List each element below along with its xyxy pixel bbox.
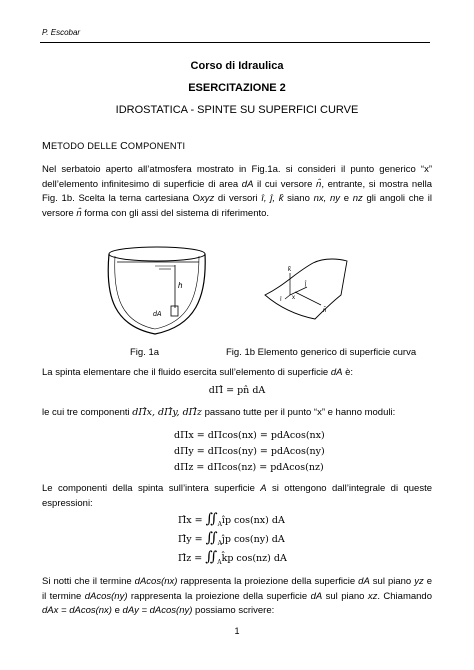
section-heading: METODO DELLE COMPONENTI [42,140,186,152]
axis-i [285,295,290,299]
normal-vector [295,292,321,305]
figure-1a-tank [95,238,220,343]
area-label: dA [153,311,162,318]
page-number: 1 [234,626,240,636]
course-title: Corso di Idraulica [190,60,284,72]
label-j: ĵ [305,281,307,287]
exercise-title: ESERCITAZIONE 2 [188,82,286,94]
equation-Pi-y: Π̂y = $∬_Aĵp$ cos(ny) dA [178,530,285,547]
equation-dPi-y: dΠy = dΠcos(ny) = pdAcos(ny) [174,446,325,457]
figure-1a-caption: Fig. 1a [130,347,160,358]
tank-rim [109,247,205,261]
paragraph-elementary-thrust: La spinta elementare che il fluido esercita sull’elemento di superficie dA è: [42,367,354,378]
label-n: n̂ [323,308,327,314]
paragraph-projections: Si notti che il termine dAcos(nx) rappresenta la proiezione della superficie dA sul piano yz e il termine dAcos(ny) rappresenta la proiezione della superficie dA sul piano xz. Chiamando dAx = dAcos(nx) e dAy = dAcos(ny) possiamo scrivere: [42,576,432,617]
equation-dPi-x: dΠx = dΠcos(nx) = pdAcos(nx) [174,430,325,441]
paragraph-components: le cui tre componenti dΠ̂x, dΠ̂y, dΠ̂z passano tutte per il punto “x” e hanno moduli: [42,407,396,418]
paragraph-integral: Le componenti della spinta sull’intera superficie A si ottengono dall’integrale di queste espressioni: [42,483,432,509]
label-k: k̂ [288,267,291,273]
header-rule [40,42,430,43]
topic-title: IDROSTATICA - SPINTE SU SUPERFICI CURVE [115,104,359,116]
label-x: x [292,295,295,301]
area-element [171,306,178,316]
equation-Pi-x: Π̂x = $∬_Aîp$ cos(nx) dA [178,511,285,528]
tank-inner-wall [115,256,199,329]
equation-Pi-z: Π̂z = $∬_Ak̂p$ cos(nz) dA [178,549,287,566]
figure-1b-surface [255,255,355,323]
depth-label: h [178,281,183,290]
curved-surface [265,259,347,319]
paragraph-intro: Nel serbatoio aperto all’atmosfera mostrato in Fig.1a. si consideri il punto generico “x” dell’elemento infinitesimo di superficie di area dA il cui versore n̂, entrante, si mostra nella Fig. 1b. Scelta la terna cartesiana Oxyz di versori î, ĵ, k̂ siano nx, ny e nz gli angoli che il versore n̂ forma con gli assi del sistema di riferimento. [42,164,432,219]
equation-elementary-thrust: dΠ̂ = pn̂ dA [208,385,266,396]
header-author: P. Escobar [42,28,81,37]
equation-dPi-z: dΠz = dΠcos(nz) = pdAcos(nz) [174,462,324,473]
label-i: î [280,297,282,303]
figure-1b-caption: Fig. 1b Elemento generico di superficie curva [226,347,417,358]
